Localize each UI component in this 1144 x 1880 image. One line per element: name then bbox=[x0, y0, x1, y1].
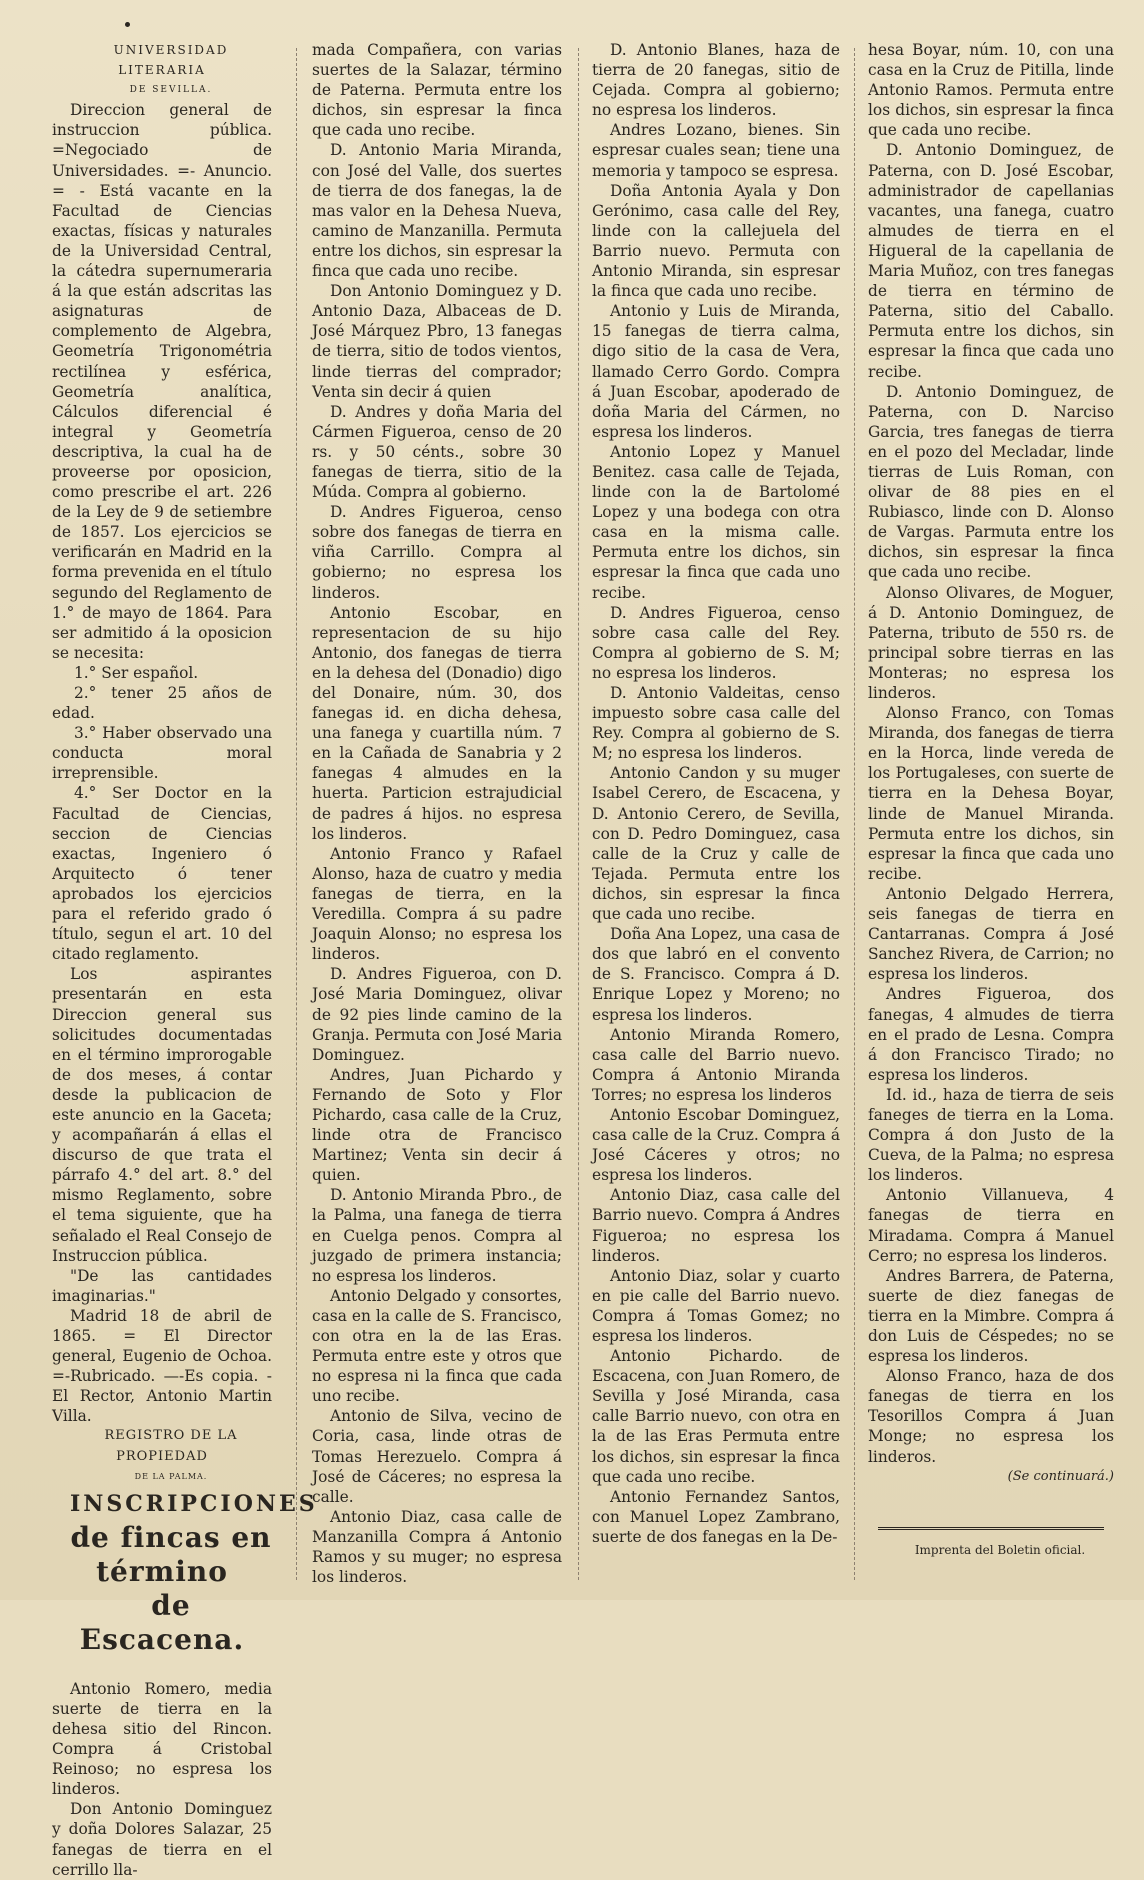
registry-entry: Don Antonio Dominguez y doña Dolores Salazar, 25 fanegas de tierra en el cerrillo lla- bbox=[52, 1800, 272, 1879]
registry-heading: REGISTRO DE LA PROPIEDAD bbox=[104, 1428, 238, 1464]
requirement-item: 3.° Haber observado una conducta moral irreprensible. bbox=[52, 724, 272, 783]
column-3 bbox=[592, 40, 840, 1590]
registry-entry: Doña Ana Lopez, una casa de dos que labró en el convento de S. Francisco. Compra á D. Enrique Lopez y Moreno; no espresa los linderos. bbox=[592, 925, 840, 1024]
registry-entry: D. Andres Figueroa, censo sobre dos fanegas de tierra en viña Carrillo. Compra al gobierno; no espresa los linderos. bbox=[312, 503, 562, 602]
registry-entry: Alonso Olivares, de Moguer, á D. Antonio Dominguez, de Paterna, tributo de 550 rs. de principal sobre tierras en las Monteras; no espresa los linderos. bbox=[868, 583, 1114, 702]
registry-entry: D. Andres y doña Maria del Cármen Figueroa, censo de 20 rs. y 50 cénts., sobre 30 fanegas de tierra, sitio de la Múda. Compra al gobierno. bbox=[312, 402, 562, 502]
printer-imprint: Imprenta del Boletin oficial. bbox=[914, 1542, 1086, 1557]
announcement-paragraph: Direccion general de instruccion pública. =Negociado de Universidades. =- Anuncio. = - Está vacante en la Facultad de Ciencias exactas, físicas y naturales de la Universidad Central, la cátedra supernumeraria á la que están adscritas las asignaturas de complemento de Algebra, Geometría Trigonométria rectilínea y esférica, Geometría analítica, Cálculos diferencial é integral y Geometría descriptiva, la cual ha de proveerse por oposicion, como prescribe el art. 226 de la Ley de 9 de setiembre de 1857. Los ejercicios se verificarán en Madrid en la forma prevenida en el título segundo del Reglamento de 1.° de mayo de 1864. Para ser admitido á la oposicion se necesita: bbox=[52, 101, 272, 662]
registry-entry: Doña Antonia Ayala y Don Gerónimo, casa calle del Rey, linde con la callejuela del Barrio nuevo. Permuta con Antonio Miranda, sin espresar la finca que cada uno recibe. bbox=[592, 181, 840, 301]
registry-title-line: de fincas en término bbox=[70, 1520, 272, 1588]
column-2 bbox=[312, 40, 562, 1590]
registry-entry: Antonio Candon y su muger Isabel Cerero, de Escacena, y D. Antonio Cerero, de Sevilla, con D. Pedro Dominguez, casa calle de la Cruz y calle de Tejada. Permuta entre los dichos, sin espresar la finca que cada uno recibe. bbox=[592, 764, 840, 924]
registry-entry: Andres Barrera, de Paterna, suerte de diez fanegas de tierra en la Mimbre. Compra á don Luis de Céspedes; no se espresa los linderos. bbox=[868, 1266, 1114, 1366]
registry-entry: Antonio de Silva, vecino de Coria, casa, linde otras de Tomas Herezuelo. Compra á José de Cáceres; no espresa la calle. bbox=[312, 1407, 562, 1506]
column-1 bbox=[52, 40, 318, 1879]
registry-entry: Antonio Diaz, solar y cuarto en pie calle del Barrio nuevo. Compra á Tomas Gomez; no espresa los linderos. bbox=[592, 1266, 840, 1345]
registry-entry: Alonso Franco, haza de dos fanegas de tierra en los Tesorillos Compra á Juan Monge; no espresa los linderos. bbox=[868, 1367, 1114, 1466]
divider-rule bbox=[878, 1527, 1104, 1530]
registry-entry: Antonio Delgado y consortes, casa en la calle de S. Francisco, con otra en la de las Eras. Permuta entre este y otros que no espresa ni la finca que cada uno recibe. bbox=[312, 1286, 562, 1406]
registry-entry: D. Antonio Maria Miranda, con José del Valle, dos suertes de tierra de dos fanegas, la de mas valor en la Dehesa Nueva, camino de Manzanilla. Permuta entre los dichos, sin espresar la finca que cada uno recibe. bbox=[312, 141, 562, 281]
registry-entry: Antonio Diaz, casa calle de Manzanilla Compra á Antonio Ramos y su muger; no espresa los linderos. bbox=[312, 1507, 562, 1587]
registry-entry: Andres Lozano, bienes. Sin espresar cuales sean; tiene una memoria y tampoco se espresa. bbox=[592, 121, 840, 180]
registry-entry: Alonso Franco, con Tomas Miranda, dos fanegas de tierra en la Horca, linde vereda de los Portugaleses, con suerte de tierra en la Dehesa Boyar, linde de Manuel Miranda. Permuta entre los dichos, sin espresar la finca que cada uno recibe. bbox=[868, 704, 1114, 883]
registry-entry: Antonio Delgado Herrera, seis fanegas de tierra en Cantarranas. Compra á José Sanchez Rivera, de Carrion; no espresa los linderos. bbox=[868, 884, 1114, 984]
registry-entry: Antonio Escobar, en representacion de su hijo Antonio, dos fanegas de tierra en la dehesa del (Donadio) digo del Donaire, núm. 30, dos fanegas id. en dicha dehesa, una fanega y cuartilla núm. 7 en la Cañada de Sanabria y 2 fanegas 4 almudes en la huerta. Particion estrajudicial de padres á hijos. no espresa los linderos. bbox=[312, 603, 562, 843]
requirement-item: 2.° tener 25 años de edad. bbox=[52, 684, 272, 723]
registry-entry: D. Andres Figueroa, con D. José Maria Dominguez, olivar de 92 pies linde camino de la Granja. Permuta con José Maria Dominguez. bbox=[312, 965, 562, 1064]
registry-entry: mada Compañera, con varias suertes de la Salazar, término de Paterna. Permuta entre los dichos, sin espresar la finca que cada uno recibe. bbox=[312, 41, 562, 140]
ink-dot bbox=[125, 22, 130, 27]
requirements-list bbox=[52, 663, 272, 964]
registry-entry: D. Antonio Valdeitas, censo impuesto sobre casa calle del Rey. Compra al gobierno de S. M; no espresa los linderos. bbox=[592, 684, 840, 763]
registry-entry: Antonio Pichardo. de Escacena, con Juan Romero, de Sevilla y José Miranda, casa calle Barrio nuevo, con otra en la de las Eras Permuta entre los dichos, sin espresar la finca que cada uno recibe. bbox=[592, 1347, 840, 1486]
registry-entry: Antonio Franco y Rafael Alonso, haza de cuatro y media fanegas de tierra, en la Veredilla. Compra á su padre Joaquin Alonso; no espresa los linderos. bbox=[312, 844, 562, 964]
requirement-item: 1.° Ser español. bbox=[74, 663, 199, 682]
registry-entry: Antonio Escobar Dominguez, casa calle de la Cruz. Compra á José Cáceres y otros; no espresa los linderos. bbox=[592, 1105, 840, 1185]
university-heading: UNIVERSIDAD LITERARIA bbox=[113, 43, 229, 78]
column-4 bbox=[868, 40, 1114, 1590]
registry-entry: Antonio Miranda Romero, casa calle del Barrio nuevo. Compra á Antonio Miranda Torres; no espresa los linderos bbox=[592, 1025, 840, 1104]
registry-entry: Antonio Villanueva, 4 fanegas de tierra en Miradama. Compra á Manuel Cerro; no espresa los linderos. bbox=[868, 1186, 1114, 1265]
registry-entry: Andres, Juan Pichardo y Fernando de Soto y Flor Pichardo, casa calle de la Cruz, linde otra de Francisco Martinez; Venta sin decir á quien. bbox=[312, 1065, 562, 1185]
registry-title-line: INSCRIPCIONES bbox=[70, 1490, 318, 1517]
registry-subheading: DE LA PALMA. bbox=[134, 1471, 208, 1481]
announcement-signature: Madrid 18 de abril de 1865. = El Director general, Eugenio de Ochoa. =-Rubricado. —-Es copia. -El Rector, Antonio Martin Villa. bbox=[52, 1306, 272, 1426]
registry-entry: Id. id., haza de tierra de seis faneges de tierra en la Loma. Compra á don Justo de la Cueva, de la Palma; no espresa los linderos. bbox=[868, 1085, 1114, 1185]
registry-entry: Antonio Diaz, casa calle del Barrio nuevo. Compra á Andres Figueroa; no espresa los linderos. bbox=[592, 1186, 840, 1265]
registry-entry: D. Antonio Dominguez, de Paterna, con D. José Escobar, administrador de capellanias vacantes, una fanega, cuatro almudes de tierra en el Higueral de la capellania de Maria Muñoz, con tres fanegas de tierra en término de Paterna, sitio del Caballo. Permuta entre los dichos, sin espresar la finca que cada uno recibe. bbox=[868, 141, 1114, 381]
column-rule bbox=[578, 48, 579, 1580]
registry-entry: Antonio Fernandez Santos, con Manuel Lopez Zambrano, suerte de dos fanegas en la De- bbox=[592, 1487, 840, 1546]
registry-entry: D. Andres Figueroa, censo sobre casa calle del Rey. Compra al gobierno de S. M; no espresa los linderos. bbox=[592, 603, 840, 682]
registry-entry: D. Antonio Blanes, haza de tierra de 20 fanegas, sitio de Cejada. Compra al gobierno; no espresa los linderos. bbox=[592, 41, 840, 120]
registry-entry: hesa Boyar, núm. 10, con una casa en la Cruz de Pitilla, linde Antonio Ramos. Permuta entre los dichos, sin espresar la finca que cada uno recibe. bbox=[868, 41, 1114, 140]
registry-entry: D. Antonio Dominguez, de Paterna, con D. Narciso Garcia, tres fanegas de tierra en el pozo del Mecladar, linde tierras de Luis Roman, con olivar de 88 pies en el Rubiasco, linde con D. Alonso de Vargas. Parmuta entre los dichos, sin espresar la finca que cada uno recibe. bbox=[868, 382, 1114, 582]
registry-entry: Antonio Lopez y Manuel Benitez. casa calle de Tejada, linde con la de Bartolomé Lopez y una bodega con otra casa en la misma calle. Permuta entre los dichos, sin espresar la finca que cada uno recibe. bbox=[592, 442, 840, 602]
registry-entry: D. Antonio Miranda Pbro., de la Palma, una fanega de tierra en Cuelga penos. Compra al juzgado de primera instancia; no espresa los linderos. bbox=[312, 1186, 562, 1285]
registry-entry: Don Antonio Dominguez y D. Antonio Daza, Albaceas de D. José Márquez Pbro, 13 fanegas de tierra, sitio de todos vientos, linde tierras del comprador; Venta sin decir á quien bbox=[312, 282, 562, 401]
registry-entry: Antonio y Luis de Miranda, 15 fanegas de tierra calma, digo sitio de la casa de Vera, llamado Cerro Gordo. Compra á Juan Escobar, apoderado de doña Maria del Cármen, no espresa los linderos. bbox=[592, 302, 840, 441]
university-subheading: DE SEVILLA. bbox=[129, 85, 213, 96]
column-rule bbox=[854, 48, 855, 1580]
announcement-paragraph: Los aspirantes presentarán en esta Direccion general sus solicitudes documentadas en el término improrogable de dos meses, á contar desde la publicacion de este anuncio en la Gaceta; y acompañarán á ellas el discurso de que trata el párrafo 4.° del art. 8.° del mismo Reglamento, sobre el tema siguiente, que ha señalado el Real Consejo de Instruccion pública. bbox=[52, 965, 272, 1265]
announcement-paragraph: "De las cantidades imaginarias." bbox=[52, 1266, 272, 1305]
registry-entry: Antonio Romero, media suerte de tierra en la dehesa sitio del Rincon. Compra á Cristobal Reinoso; no espresa los linderos. bbox=[52, 1679, 272, 1799]
registry-title-line: de Escacena. bbox=[79, 1588, 245, 1656]
requirement-item: 4.° Ser Doctor en la Facultad de Ciencias, seccion de Ciencias exactas, Ingeniero ó Arquitecto ó tener aprobados los ejercicios para el referido grado ó título, segun el art. 10 del citado reglamento. bbox=[52, 784, 272, 964]
registry-entry: Andres Figueroa, dos fanegas, 4 almudes de tierra en el prado de Lesna. Compra á don Francisco Tirado; no espresa los linderos. bbox=[868, 985, 1114, 1084]
continued-note: (Se continuará.) bbox=[1007, 1468, 1114, 1484]
column-rule bbox=[296, 48, 297, 1580]
